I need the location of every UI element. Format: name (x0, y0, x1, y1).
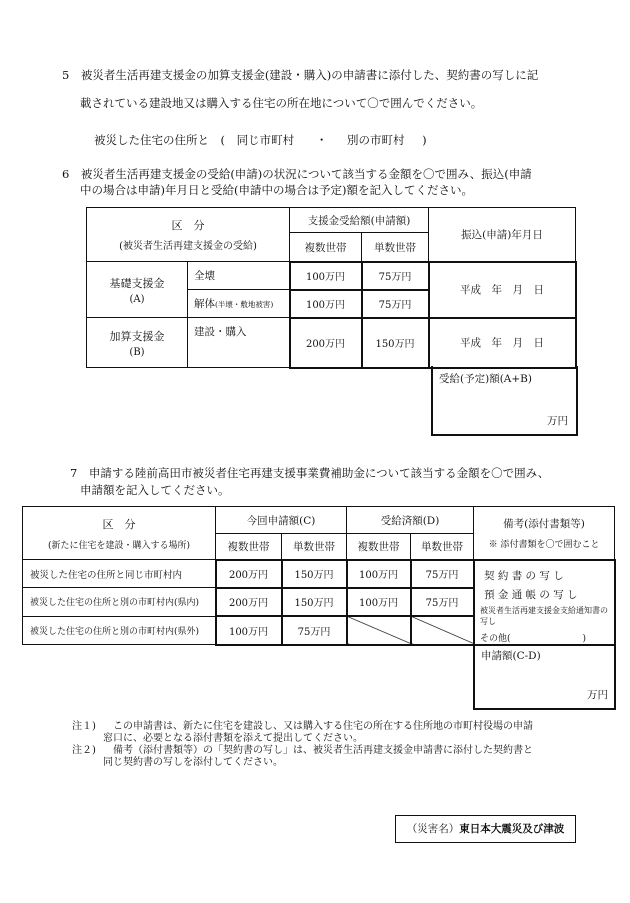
s7-header-kubun-title: 区 分 (102, 517, 136, 531)
total-label: 受給(予定)額(A+B) (439, 373, 532, 385)
s7-row2-c-single[interactable]: 150万円 (282, 588, 347, 616)
section5-choice (94, 133, 427, 147)
choice-same-municipality[interactable]: 同じ市町村 (236, 133, 295, 147)
s7-row1-c-single[interactable]: 150万円 (282, 560, 347, 588)
row2-type-label: 解体 (194, 298, 215, 310)
header-multi: 複数世帯 (290, 233, 362, 262)
header-kubun-sub: (被災者生活再建支援金の受給) (119, 241, 257, 252)
date1-field[interactable]: 平成 年 月 日 (429, 262, 576, 318)
disaster-name-box (395, 815, 576, 843)
s7-header-received: 受給済額(D) (347, 507, 474, 534)
row3-multi-amount[interactable]: 200万円 (290, 318, 362, 368)
row1-type: 全壊 (188, 262, 290, 290)
s7-remarks-sub: ※ 添付書類を〇で囲むこと (488, 540, 600, 550)
remark-contract-copy[interactable]: 契 約 書 の 写 し (484, 570, 564, 582)
s7-row3-d-multi-struck (347, 616, 411, 644)
date2-field[interactable]: 平成 年 月 日 (429, 318, 576, 368)
basic-sub: (A) (129, 293, 145, 305)
basic-support-label (87, 262, 188, 318)
choice-separator: ・ (315, 133, 328, 147)
row1-multi-amount[interactable]: 100万円 (290, 262, 362, 290)
remark-passbook-copy[interactable]: 預 金 通 帳 の 写 し (484, 589, 578, 601)
row2-multi-amount[interactable]: 100万円 (290, 290, 362, 318)
note1-label: 注１) (72, 721, 96, 732)
total-unit: 万円 (547, 415, 568, 427)
note1-line2: 窓口に、必要となる添付書類を添えて提出してください。 (103, 733, 363, 744)
section6-line1: 6 被災者生活再建支援金の受給(申請)の状況について該当する金額を〇で囲み、振込(申請 (62, 167, 532, 181)
remark-notice-copy[interactable]: 被災者生活再建支援金支給通知書の写し (480, 606, 609, 626)
add-sub: (B) (129, 346, 145, 358)
s7-header-kubun (23, 507, 216, 560)
row3-type: 建設・購入 (188, 318, 290, 368)
remark-other[interactable]: その他( ) (480, 634, 587, 644)
s7-header-kubun-sub: (新たに住宅を建設・購入する場所) (47, 540, 191, 551)
header-kubun (87, 208, 290, 262)
note1-line1: この申請書は、新たに住宅を建設し、又は購入する住宅の所在する住所地の市町村役場の申請 (113, 721, 533, 732)
note2-line2: 同じ契約書の写しを添付してください。 (103, 757, 283, 768)
choice-close: ) (422, 133, 427, 147)
disaster-label: （災害名） (406, 823, 460, 835)
note2-line1: 備考（添付書類等）の「契約書の写し」は、被災者生活再建支援金申請書に添付した契約書と (113, 745, 533, 756)
s7-row1-d-multi[interactable]: 100万円 (347, 560, 411, 588)
s7-remarks-list (474, 560, 615, 645)
s7-current-single: 単数世帯 (282, 534, 347, 560)
header-date: 振込(申請)年月日 (429, 208, 576, 262)
support-grant-table (86, 207, 576, 368)
header-single: 単数世帯 (362, 233, 429, 262)
s7-current-multi: 複数世帯 (216, 534, 282, 560)
s7-row1-label: 被災した住宅の住所と同じ市町村内 (23, 560, 216, 588)
s7-received-multi: 複数世帯 (347, 534, 411, 560)
section6-line2: 中の場合は申請)年月日と受給(申請中の場合は予定)額を記入してください。 (80, 183, 473, 197)
header-kubun-title: 区 分 (171, 219, 205, 232)
disaster-name: 東日本大震災及び津波 (459, 823, 565, 835)
s7-received-single: 単数世帯 (411, 534, 474, 560)
row2-type-note: (半壊・敷地被害) (215, 300, 274, 309)
section7-line2: 申請額を記入してください。 (80, 483, 230, 497)
s7-row1-c-multi[interactable]: 200万円 (216, 560, 282, 588)
basic-label: 基礎支援金 (109, 276, 165, 290)
s7-row3-d-single-struck (411, 616, 474, 644)
note2-label: 注２) (72, 745, 96, 756)
section5-line2: 載されている建設地又は購入する住宅の所在地について〇で囲んでください。 (80, 96, 483, 110)
total-amount-box[interactable] (431, 366, 578, 436)
section5-line1: 5 被災者生活再建支援金の加算支援金(建設・購入)の申請書に添付した、契約書の写しに記 (62, 68, 539, 82)
row2-type (188, 290, 290, 318)
add-support-label (87, 318, 188, 368)
row2-single-amount[interactable]: 75万円 (362, 290, 429, 318)
s7-header-remarks (474, 507, 615, 560)
apply-unit: 万円 (587, 689, 608, 701)
s7-remarks-title: 備考(添付書類等) (503, 518, 585, 530)
choice-prefix: 被災した住宅の住所と ( (94, 133, 225, 147)
row3-single-amount[interactable]: 150万円 (362, 318, 429, 368)
header-amount: 支援金受給額(申請額) (290, 208, 429, 233)
section7-line1: 7 申請する陸前高田市被災者住宅再建支援事業費補助金について該当する金額を〇で囲み、 (70, 466, 550, 480)
row1-single-amount[interactable]: 75万円 (362, 262, 429, 290)
s7-row2-d-single[interactable]: 75万円 (411, 588, 474, 616)
s7-row2-d-multi[interactable]: 100万円 (347, 588, 411, 616)
s7-row3-c-multi[interactable]: 100万円 (216, 616, 282, 644)
s7-row3-c-single[interactable]: 75万円 (282, 616, 347, 644)
apply-amount-box[interactable] (473, 643, 616, 710)
choice-other-municipality[interactable]: 別の市町村 (346, 133, 405, 147)
apply-label: 申請額(C-D) (481, 650, 541, 662)
s7-row1-d-single[interactable]: 75万円 (411, 560, 474, 588)
add-label: 加算支援金 (109, 329, 165, 343)
s7-row2-c-multi[interactable]: 200万円 (216, 588, 282, 616)
subsidy-table (22, 506, 615, 645)
s7-row3-label: 被災した住宅の住所と別の市町村内(県外) (23, 616, 216, 644)
s7-header-current: 今回申請額(C) (216, 507, 347, 534)
s7-row2-label: 被災した住宅の住所と別の市町村内(県内) (23, 588, 216, 616)
